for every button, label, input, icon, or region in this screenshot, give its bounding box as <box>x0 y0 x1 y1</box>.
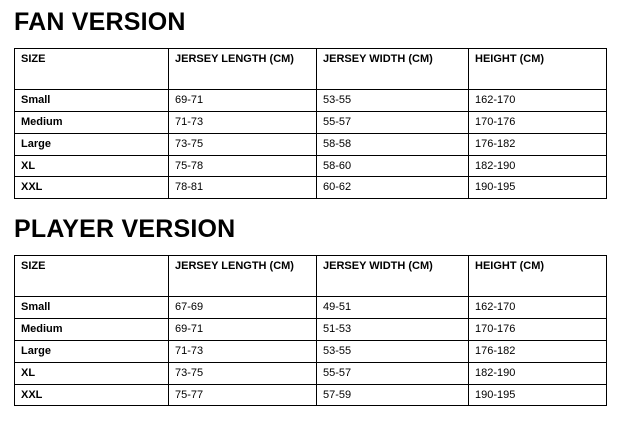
cell-jersey-length: 78-81 <box>169 177 317 199</box>
cell-jersey-width: 53-55 <box>317 90 469 112</box>
column-header-height-label: HEIGHT (CM) <box>475 53 545 65</box>
cell-size: Large <box>15 133 169 155</box>
column-header-height-label: HEIGHT (CM) <box>475 260 545 273</box>
cell-jersey-length: 73-75 <box>169 133 317 155</box>
cell-jersey-width: 58-58 <box>317 133 469 155</box>
cell-jersey-length: 75-77 <box>169 384 317 406</box>
column-header-jersey-width-label: JERSEY WIDTH (CM) <box>323 260 433 273</box>
table-row <box>15 319 607 341</box>
table-row <box>15 111 607 133</box>
cell-size: XXL <box>15 177 169 199</box>
column-header-jersey-length-label: JERSEY LENGTH (CM) <box>175 53 294 65</box>
cell-size: Medium <box>15 111 169 133</box>
cell-height: 190-195 <box>469 384 607 406</box>
cell-size: Large <box>15 340 169 362</box>
column-header-jersey-width-label: JERSEY WIDTH (CM) <box>323 53 433 65</box>
cell-jersey-width: 49-51 <box>317 297 469 319</box>
cell-jersey-length: 69-71 <box>169 319 317 341</box>
cell-height: 176-182 <box>469 133 607 155</box>
cell-height: 190-195 <box>469 177 607 199</box>
player-version-section <box>14 199 606 406</box>
column-header-height <box>469 49 607 90</box>
cell-size: Medium <box>15 319 169 341</box>
table-row <box>15 384 607 406</box>
table-row <box>15 340 607 362</box>
fan-version-section <box>14 0 606 199</box>
cell-height: 182-190 <box>469 155 607 177</box>
cell-jersey-length: 71-73 <box>169 340 317 362</box>
cell-size: XL <box>15 155 169 177</box>
cell-jersey-length: 67-69 <box>169 297 317 319</box>
column-header-size-label: SIZE <box>21 260 46 273</box>
column-header-jersey-width <box>317 256 469 297</box>
cell-size: XXL <box>15 384 169 406</box>
cell-jersey-width: 53-55 <box>317 340 469 362</box>
table-row <box>15 297 607 319</box>
cell-jersey-length: 73-75 <box>169 362 317 384</box>
table-row <box>15 362 607 384</box>
cell-height: 162-170 <box>469 90 607 112</box>
cell-height: 182-190 <box>469 362 607 384</box>
cell-height: 170-176 <box>469 111 607 133</box>
cell-size: Small <box>15 90 169 112</box>
column-header-jersey-length <box>169 256 317 297</box>
column-header-jersey-length-label: JERSEY LENGTH (CM) <box>175 260 294 273</box>
table-row <box>15 155 607 177</box>
cell-height: 162-170 <box>469 297 607 319</box>
cell-size: XL <box>15 362 169 384</box>
cell-height: 170-176 <box>469 319 607 341</box>
fan-version-size-table <box>14 48 607 199</box>
cell-jersey-length: 71-73 <box>169 111 317 133</box>
table-row <box>15 177 607 199</box>
cell-jersey-width: 60-62 <box>317 177 469 199</box>
cell-jersey-width: 55-57 <box>317 111 469 133</box>
cell-jersey-width: 51-53 <box>317 319 469 341</box>
table-row <box>15 133 607 155</box>
cell-height: 176-182 <box>469 340 607 362</box>
fan-version-heading: FAN VERSION <box>14 8 186 36</box>
cell-jersey-width: 55-57 <box>317 362 469 384</box>
table-header-row <box>15 49 607 90</box>
cell-jersey-length: 69-71 <box>169 90 317 112</box>
cell-jersey-width: 57-59 <box>317 384 469 406</box>
column-header-size <box>15 256 169 297</box>
column-header-jersey-width <box>317 49 469 90</box>
cell-jersey-width: 58-60 <box>317 155 469 177</box>
column-header-jersey-length <box>169 49 317 90</box>
column-header-size <box>15 49 169 90</box>
table-header-row <box>15 256 607 297</box>
cell-jersey-length: 75-78 <box>169 155 317 177</box>
column-header-size-label: SIZE <box>21 53 46 65</box>
player-version-size-table <box>14 255 607 406</box>
cell-size: Small <box>15 297 169 319</box>
column-header-height <box>469 256 607 297</box>
player-version-heading: PLAYER VERSION <box>14 215 236 244</box>
table-row <box>15 90 607 112</box>
